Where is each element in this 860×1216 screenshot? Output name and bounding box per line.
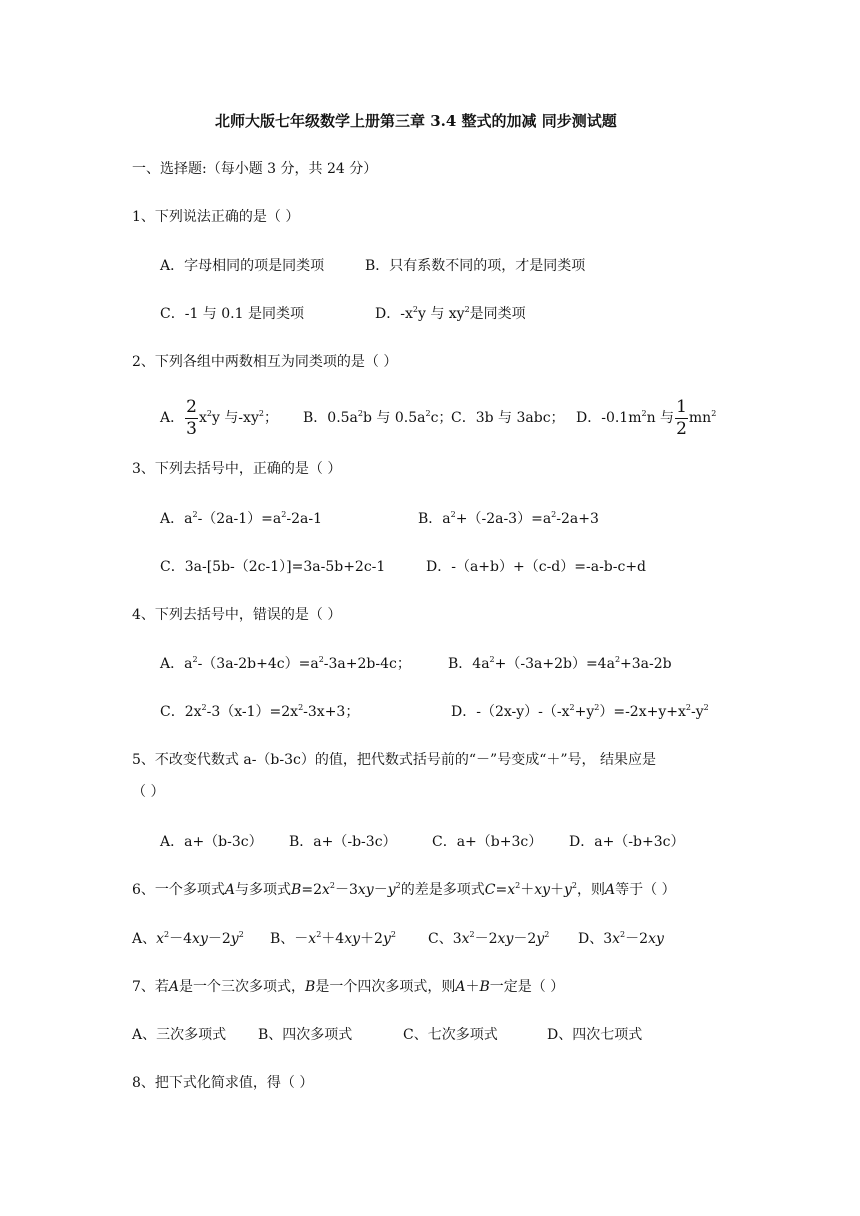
question-1-option-d: D．$-x^2y$ 与 $xy^2$是同类项	[375, 305, 526, 322]
question-7-option-b: B、四次多项式	[258, 1027, 353, 1043]
question-1-option-c: C．-1 与 0.1 是同类项	[160, 306, 304, 322]
question-5-stem: 5、不改变代数式 a-（b-3c）的值，把代数式括号前的“－”号变成“＋”号， 结果应是	[132, 752, 656, 768]
question-2-option-d: D．$-0.1m^2n$ 与 $\frac{1}{2}$ $mn^2$	[576, 396, 717, 439]
question-5-option-c: C．a+（b+3c）	[432, 834, 543, 850]
question-3-option-b: B．$a^2+(-2a-3)=a^2-2a+3$	[418, 510, 599, 527]
question-7-option-c: C、七次多项式	[403, 1027, 498, 1043]
fraction: $\frac{2}{3}$	[186, 396, 197, 439]
question-3-option-a: A．$a^2-(2a-1)=a^2-2a-1$	[160, 510, 322, 527]
fraction: $\frac{1}{2}$	[676, 396, 687, 439]
question-1-option-a: A．字母相同的项是同类项	[160, 258, 325, 274]
question-5-option-b: B．a+（-b-3c）	[289, 834, 397, 850]
question-7-option-d: D、四次七项式	[547, 1027, 643, 1043]
question-5-option-d: D．a+（-b+3c）	[569, 834, 685, 850]
question-1-option-b: B．只有系数不同的项，才是同类项	[365, 258, 586, 274]
question-4-option-a: A．$a^2-(3a-2b+4c)=a^2-3a+2b-4c$；	[160, 655, 411, 672]
question-2-option-a: A． $\frac{2}{3}$ $x^2y$ 与$-xy^2$；	[160, 396, 278, 439]
section-heading: 一、选择题:（每小题 3 分，共 24 分）	[132, 161, 378, 177]
page-title: 北师大版七年级数学上册第三章 3.4 整式的加减 同步测试题	[215, 112, 617, 130]
question-2-option-c: C．3b 与 3abc；	[451, 410, 565, 426]
question-5-stem-continued: （ ）	[132, 784, 165, 800]
question-4-option-d: D．$-(2x-y)-(-x^2+y^2)=-2x+y+x^2-y^2$	[451, 703, 709, 720]
question-7-stem: 7、若A是一个三次多项式，B是一个四次多项式，则A＋B一定是（ ）	[132, 979, 565, 995]
question-6-option-a: A、$x^2-4xy-2y^2$	[132, 930, 244, 947]
question-2-stem: 2、下列各组中两数相互为同类项的是（ ）	[132, 354, 398, 370]
question-3-option-c: C．3a-[5b-（2c-1）]=3a-5b+2c-1	[160, 559, 386, 575]
question-1-stem: 1、下列说法正确的是（ ）	[132, 209, 300, 225]
question-8-stem: 8、把下式化简求值，得（ ）	[132, 1075, 314, 1091]
question-4-stem: 4、下列去括号中，错误的是（ ）	[132, 607, 342, 623]
question-7-option-a: A、三次多项式	[132, 1027, 227, 1043]
question-3-stem: 3、下列去括号中，正确的是（ ）	[132, 461, 342, 477]
question-6-option-b: B、$-x^2+4xy+2y^2$	[270, 930, 396, 947]
question-2-option-b: B．$0.5a^2b$ 与 $0.5a^2c$；	[303, 409, 453, 426]
question-3-option-d: D．-（a+b）+（c-d）=-a-b-c+d	[426, 559, 647, 575]
question-6-option-d: D、$3x^2-2xy$	[578, 930, 664, 947]
question-6-stem: 6、一个多项式A与多项式$B=2x^2-3xy-y^2$的差是多项式$C=x^2+xy+y^2$，则A等于（ ）	[132, 881, 676, 898]
question-4-option-b: B．$4a^2+(-3a+2b)=4a^2+3a-2b$	[448, 655, 672, 672]
question-6-option-c: C、$3x^2-2xy-2y^2$	[428, 930, 550, 947]
question-4-option-c: C．$2x^2-3(x-1)=2x^2-3x+3$；	[160, 703, 360, 720]
question-5-option-a: A．a+（b-3c）	[160, 834, 263, 850]
